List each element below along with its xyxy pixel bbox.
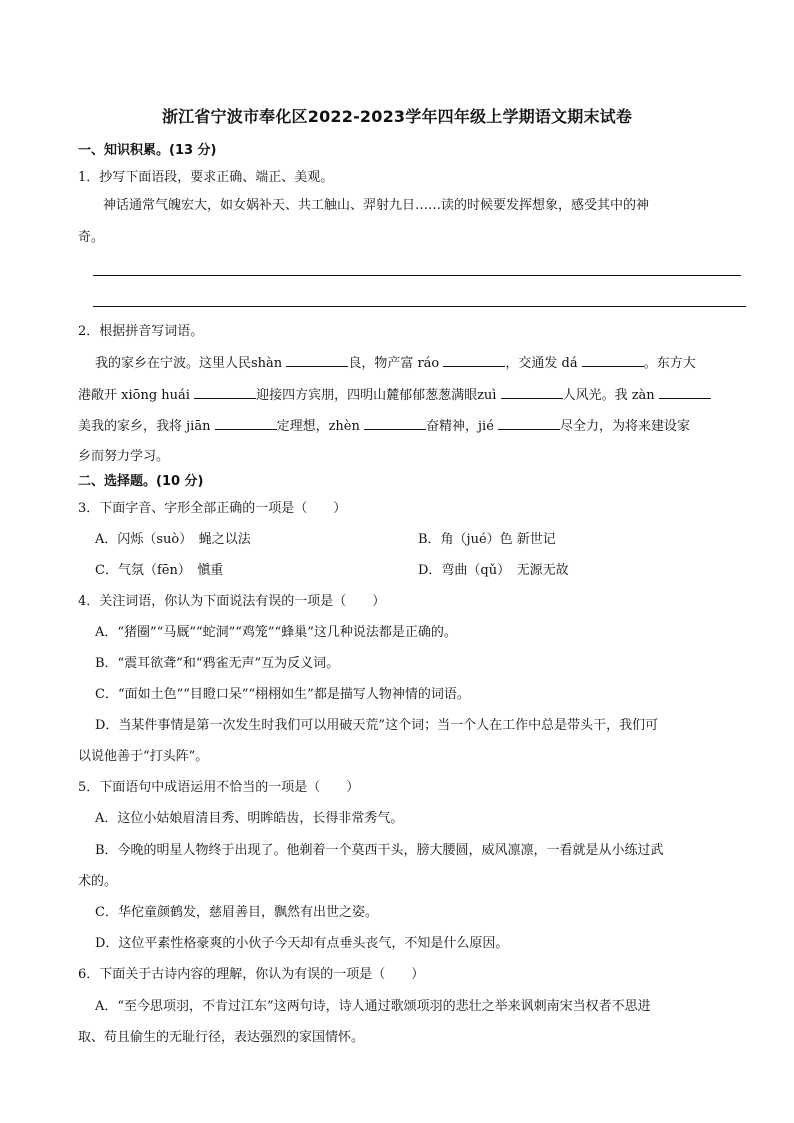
q2-blank-shan[interactable]	[286, 354, 348, 367]
q2-blank-zan[interactable]	[659, 386, 711, 399]
q5-option-b-line-2: 术的。	[78, 874, 118, 889]
q2-text: 港敞开 xiōng huái	[78, 388, 195, 403]
q5-stem: 5．下面语句中成语运用不恰当的一项是（ ）	[78, 780, 360, 795]
q2-line-1	[95, 354, 696, 372]
q1-writing-line-2	[93, 306, 746, 307]
q5-option-b-line-1[interactable]: B．今晚的明星人物终于出现了。他剃着一个莫西干头，膀大腰圆，威风凛凛，一看就是从小练过武	[95, 843, 664, 858]
q5-option-c[interactable]: C．华佗童颜鹤发，慈眉善目，飘然有出世之姿。	[95, 905, 378, 920]
q2-blank-zhen[interactable]	[364, 417, 426, 430]
q1-passage-line-1: 神话通常气魄宏大，如女娲补天、共工触山、羿射九日……读的时候要发挥想象，感受其中的神	[103, 198, 650, 213]
section-2-heading: 二、选择题。(10 分)	[78, 474, 204, 489]
q2-text: 迎接四方宾朋，四明山麓郁郁葱葱满眼zuì	[256, 388, 501, 403]
q3-option-d[interactable]: D．弯曲（qǔ） 无源无故	[418, 563, 569, 578]
q3-option-b[interactable]: B．角（jué）色 新世记	[418, 532, 556, 547]
q3-option-c[interactable]: C．气氛（fēn） 愼重	[95, 563, 224, 578]
q2-line-2	[78, 386, 711, 404]
q2-text: 。东方大	[643, 356, 696, 371]
q2-text: 奋精神，jié	[426, 419, 499, 434]
q4-option-d-line-2: 以说他善于“打头阵”。	[78, 749, 209, 764]
q2-text: 定理想，zhèn	[276, 419, 364, 434]
q2-line-3	[78, 417, 690, 435]
q2-text: 人风光。我 zàn	[562, 388, 659, 403]
q6-option-a-line-2: 取、苟且偷生的无耻行径，表达强烈的家国情怀。	[78, 1030, 365, 1045]
q2-blank-jie[interactable]	[498, 417, 560, 430]
q2-blank-rao[interactable]	[443, 354, 505, 367]
q2-blank-da[interactable]	[582, 354, 644, 367]
q4-option-c[interactable]: C．“面如土色”“目瞪口呆”“栩栩如生”都是描写人物神情的词语。	[95, 687, 470, 702]
q2-text: 美我的家乡，我将 jiān	[78, 419, 215, 434]
q2-line-4: 乡而努力学习。	[78, 449, 170, 464]
q5-option-d[interactable]: D．这位平素性格豪爽的小伙子今天却有点垂头丧气，不知是什么原因。	[95, 936, 509, 951]
q2-blank-xiong-huai[interactable]	[194, 386, 256, 399]
q6-stem: 6．下面关于古诗内容的理解，你认为有误的一项是（ ）	[78, 967, 425, 982]
q2-text: ，交通发 dá	[505, 356, 582, 371]
exam-title: 浙江省宁波市奉化区2022-2023学年四年级上学期语文期末试卷	[161, 107, 633, 126]
q6-option-a-line-1[interactable]: A．“至今思项羽，不肯过江东”这两句诗，诗人通过歌颂项羽的悲壮之举来讽刺南宋当权者不思进	[95, 999, 651, 1014]
q2-text: 尽全力，为将来建设家	[560, 419, 691, 434]
q4-option-d-line-1[interactable]: D．当某件事情是第一次发生时我们可以用破天荒”这个词；当一个人在工作中总是带头干，我们可	[95, 718, 659, 733]
q2-blank-jian[interactable]	[215, 417, 277, 430]
q3-option-a[interactable]: A．闪烁（suò） 蝇之以法	[95, 532, 251, 547]
section-1-heading: 一、知识积累。(13 分)	[78, 143, 217, 158]
q2-stem: 2．根据拼音写词语。	[78, 324, 204, 339]
q4-option-b[interactable]: B．“震耳欲聋”和“鸦雀无声”互为反义词。	[95, 656, 340, 671]
q2-text: 良，物产富 ráo	[348, 356, 444, 371]
q5-option-a[interactable]: A．这位小姑娘眉清目秀、明眸皓齿，长得非常秀气。	[95, 811, 404, 826]
q1-writing-line-1	[93, 275, 741, 276]
q3-stem: 3．下面字音、字形全部正确的一项是（ ）	[78, 501, 347, 516]
q1-stem: 1．抄写下面语段，要求正确、端正、美观。	[78, 170, 334, 185]
q2-blank-zui[interactable]	[501, 386, 563, 399]
q2-text: 我的家乡在宁波。这里人民shàn	[95, 356, 287, 371]
q4-stem: 4．关注词语，你认为下面说法有误的一项是（ ）	[78, 594, 386, 609]
q1-passage-line-2: 奇。	[78, 230, 105, 245]
q4-option-a[interactable]: A．“猪圈”“马厩”“蛇洞”“鸡笼”“蜂巢”这几种说法都是正确的。	[95, 625, 457, 640]
